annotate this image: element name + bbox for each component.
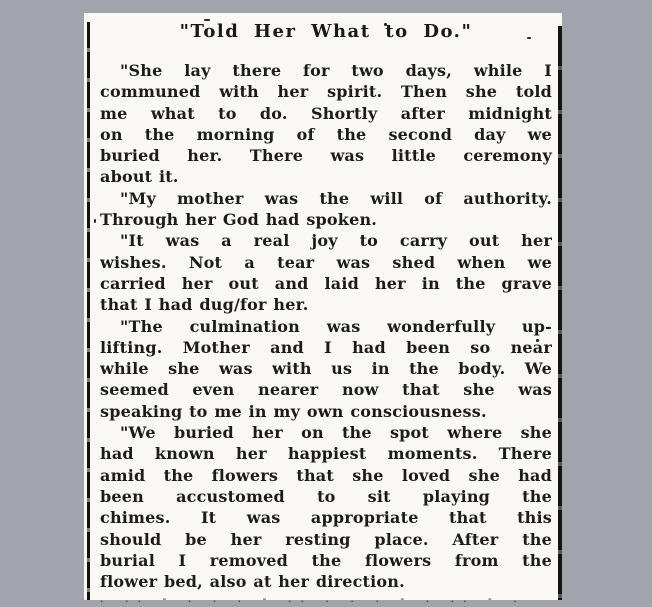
article-line: "The culmination was wonderfully up- [120, 316, 552, 336]
article-line: chimes. It was appropriate that this [100, 508, 552, 528]
article-line: amid the flowers that she loved she had [100, 465, 552, 485]
article-line: communed with her spirit. Then she told [100, 82, 552, 102]
article-line: buried her. There was little ceremony [100, 146, 552, 166]
article-line: "My mother was the will of authority. [120, 188, 552, 208]
column-rule-left [87, 22, 90, 600]
article-line: on the morning of the second day we [100, 124, 552, 144]
article-line: "It was a real joy to carry out her [120, 231, 552, 251]
article-line: seemed even nearer now that she was [100, 380, 552, 400]
article-line: lifting. Mother and I had been so near [100, 337, 552, 357]
newspaper-page [84, 13, 562, 604]
article-line: "We buried her on the spot where she [120, 423, 552, 443]
article-body [100, 60, 552, 592]
article-column [100, 20, 552, 603]
article-line: me what to do. Shortly after midnight [100, 103, 552, 123]
article-line: been accustomed to sit playing the [100, 486, 552, 506]
article-line: "She lay there for two days, while I [120, 61, 552, 80]
cut-off-line-fragment: . .. - . . . - .. . . . - . .. - . [100, 594, 526, 604]
article-line: carried her out and laid her in the grave [100, 273, 552, 293]
column-rule-right [558, 26, 562, 600]
article-line: should be her resting place. After the [100, 529, 552, 549]
article-line: while she was with us in the body. We [100, 359, 552, 379]
article-line: flower bed, also at her direction. [100, 572, 405, 592]
article-line: had known her happiest moments. There [100, 444, 552, 464]
article-line: that I had dug/for her. [100, 295, 309, 315]
ink-speck [94, 219, 96, 223]
article-line: speaking to me in my own consciousness. [100, 401, 487, 421]
article-line: wishes. Not a tear was shed when we [100, 252, 552, 272]
article-line: about it. [100, 167, 179, 187]
article-line: burial I removed the flowers from the [100, 550, 552, 570]
article-headline: "Told Her What to Do." [179, 21, 473, 42]
article-line: Through her God had spoken. [100, 210, 378, 230]
